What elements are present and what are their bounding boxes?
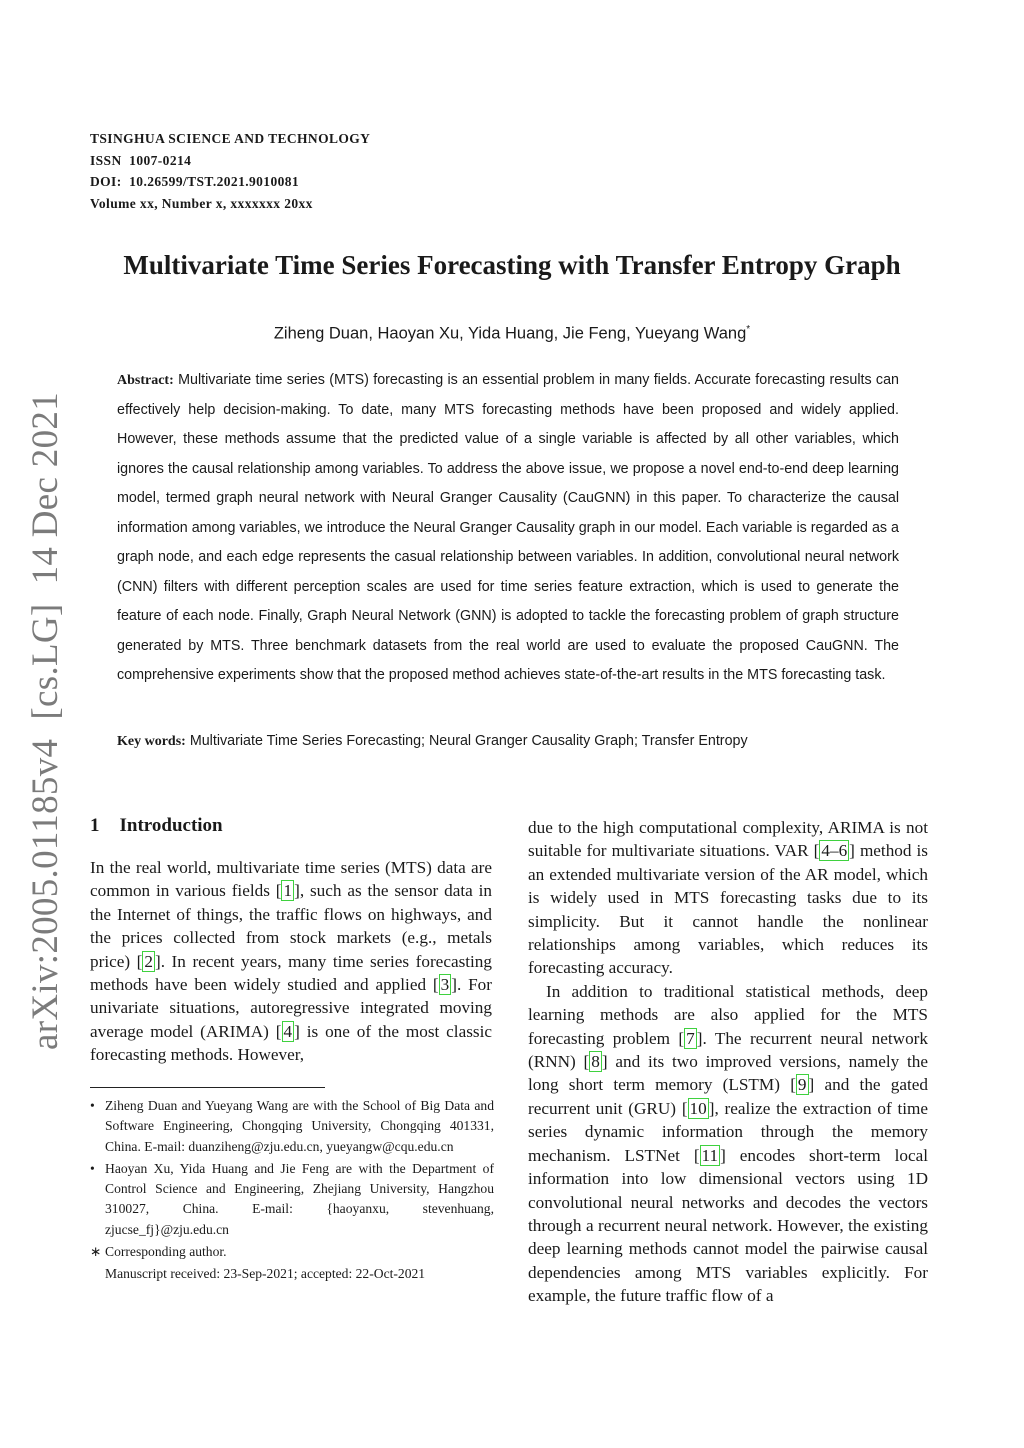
- arxiv-identifier: arXiv:2005.01185v4 [cs.LG] 14 Dec 2021: [25, 392, 66, 1050]
- footnote-rule: [90, 1087, 325, 1088]
- paper-title: Multivariate Time Series Forecasting with Transfer Entropy Graph: [123, 250, 901, 280]
- text-run: and the gated recurrent unit (GRU): [528, 1075, 928, 1118]
- intro-paragraph-1: In the real world, multivariate time series (MTS) data are common in various fields [ 1 ], such as the sensor data in the Internet of things, the traffic flows on highways, and the prices collected from stock markets (e.g., metals price) [ 2 ]. In recent years, many time series forecasting methods have been widely studied and applied [ 3 ]. For univariate situations, autoregressive integrated moving average model (ARIMA) [ 4 ] is one of the most classic forecasting methods. However,: [90, 858, 492, 1065]
- citation-link[interactable]: 10: [689, 1098, 707, 1118]
- journal-name: TSINGHUA SCIENCE AND TECHNOLOGY: [90, 131, 371, 146]
- author-list: [0, 324, 1024, 344]
- footnote-text: Corresponding author.: [105, 1244, 227, 1260]
- text-run: . The recurrent neural network (RNN): [528, 1028, 928, 1072]
- footnotes: [90, 1096, 494, 1287]
- section-number: 1: [90, 815, 100, 836]
- citation-link[interactable]: 1: [283, 881, 293, 901]
- section-title: Introduction: [119, 815, 223, 836]
- text-run: In addition to traditional statistical methods, deep learning methods are also applied for the MTS forecasting problem: [528, 981, 928, 1048]
- intro-left-column: [90, 856, 492, 1067]
- citation-link[interactable]: 2: [144, 951, 153, 971]
- abstract: [117, 366, 899, 691]
- text-run: , such as the sensor data in the Internet of things, the traffic flows on highways, and the prices collected from stock markets (e.g., metals price): [90, 881, 492, 971]
- citation-link[interactable]: 8: [591, 1052, 600, 1072]
- keywords-label: Key words:: [117, 734, 186, 749]
- text-run: and its two improved versions, namely the long short term memory (LSTM): [528, 1052, 928, 1095]
- citation-link[interactable]: 3: [440, 975, 450, 995]
- text-run: is one of the most classic forecasting methods. However,: [90, 1021, 492, 1065]
- intro-paragraph-continued: due to the high computational complexity, ARIMA is not suitable for multivariate situations. VAR [ 4–6 ] method is an extended multivariate version of the AR model, which is widely used in MTS forecasting tasks due to its simplicity. But it cannot handle the nonlinear relationships among variables, which reduces its forecasting accuracy.: [528, 818, 928, 978]
- abstract-label: Abstract:: [117, 373, 174, 388]
- citation-link[interactable]: 9: [797, 1075, 807, 1095]
- footnote-manuscript-dates: [90, 1264, 494, 1284]
- citation-link[interactable]: 4–6: [821, 841, 848, 861]
- corresponding-mark: *: [746, 324, 751, 335]
- text-run: encodes short-term local information into low dimensional vectors using 1D convolutional neural networks and decodes the vectors through a recurrent neural network. However, the existing deep learning methods cannot model the pairwise causal dependencies among MTS variables explicitly. For example, the future traffic flow of a: [528, 1145, 928, 1306]
- journal-header: [90, 128, 370, 214]
- citation-link[interactable]: 7: [686, 1028, 695, 1048]
- citation-link[interactable]: 11: [701, 1145, 719, 1165]
- text-run: , realize the extraction of time series dynamic information through the memory mechanism. LSTNet: [528, 1098, 928, 1165]
- abstract-text: Multivariate time series (MTS) forecasting is an essential problem in many fields. Accurate forecasting results can effectively help decision-making. To date, many MTS forecasting methods have been proposed and widely applied. However, these methods assume that the predicted value of a single variable is affected by all other variables, which ignores the causal relationship among variables. To address the above issue, we propose a novel end-to-end deep learning model, termed graph neural network with Neural Granger Causality (CauGNN) in this paper. To characterize the causal information among variables, we introduce the Neural Granger Causality graph in our model. Each variable is regarded as a graph node, and each edge represents the casual relationship between variables. In addition, convolutional neural network (CNN) filters with different perception scales are used for time series feature extraction, which is used to generate the feature of each node. Finally, Graph Neural Network (GNN) is adopted to tackle the forecasting problem of graph structure generated by MTS. Three benchmark datasets from the real world are used to evaluate the proposed CauGNN. The comprehensive experiments show that the proposed method achieves state-of-the-art results in the MTS forecasting task.: [117, 372, 899, 683]
- authors-text: Ziheng Duan, Haoyan Xu, Yida Huang, Jie Feng, Yueyang Wang: [273, 324, 747, 343]
- footnote-text: Manuscript received: 23-Sep-2021; accepted: 22-Oct-2021: [105, 1266, 426, 1282]
- journal-doi: DOI: 10.26599/TST.2021.9010081: [90, 174, 300, 189]
- citation-link[interactable]: 4: [283, 1021, 293, 1041]
- text-run: . For univariate situations, autoregressive integrated moving average model (ARIMA): [90, 975, 492, 1041]
- footnote-corresponding: [90, 1242, 494, 1262]
- journal-volume: Volume xx, Number x, xxxxxxx 20xx: [90, 195, 313, 211]
- bullet-icon: •: [90, 1160, 95, 1176]
- section-heading: [90, 815, 223, 837]
- intro-paragraph-2: In addition to traditional statistical methods, deep learning methods are also applied for the MTS forecasting problem [ 7 ]. The recurrent neural network (RNN) [ 8 ] and its two improved versions, namely the long short term memory (LSTM) [ 9 ] and the gated recurrent unit (GRU) [ 10 ], realize the extraction of time series dynamic information through the memory mechanism. LSTNet [ 11 ] encodes short-term local information into low dimensional vectors using 1D convolutional neural networks and decodes the vectors through a recurrent neural network. However, the existing deep learning methods cannot model the pairwise causal dependencies among MTS variables explicitly. For example, the future traffic flow of a: [528, 981, 928, 1306]
- keywords: [117, 733, 917, 750]
- intro-right-column: [528, 816, 928, 1308]
- footnote-affiliation-1: [90, 1096, 494, 1157]
- text-run: method is an extended multivariate version of the AR model, which is widely used in MTS forecasting tasks due to its simplicity. But it cannot handle the nonlinear relationships among variables, which reduces its forecasting accuracy.: [528, 841, 928, 978]
- asterisk-icon: ∗: [90, 1244, 102, 1260]
- footnote-affiliation-2: [90, 1159, 494, 1240]
- journal-issn: ISSN 1007-0214: [90, 152, 192, 168]
- text-run: due to the high computational complexity, ARIMA is not suitable for multivariate situations. VAR: [528, 818, 928, 861]
- footnote-text: Haoyan Xu, Yida Huang and Jie Feng are with the Department of Control Science and Engineering, Zhejiang University, Hangzhou 310027, China. E-mail: {haoyanxu, stevenhuang, zjucse_fj}@zju.edu.cn: [105, 1160, 494, 1237]
- footnote-text: Ziheng Duan and Yueyang Wang are with the School of Big Data and Software Engineering, Chongqing University, Chongqing 401331, China. E-mail: duanziheng@zju.edu.cn, yueyangw@cqu.edu.cn: [105, 1098, 494, 1154]
- text-run: In the real world, multivariate time series (MTS) data are common in various fields: [90, 858, 492, 901]
- keywords-text: Multivariate Time Series Forecasting; Neural Granger Causality Graph; Transfer Entropy: [189, 733, 748, 749]
- bullet-icon: •: [90, 1098, 95, 1113]
- text-run: . In recent years, many time series forecasting methods have been widely studied and applied: [90, 951, 492, 995]
